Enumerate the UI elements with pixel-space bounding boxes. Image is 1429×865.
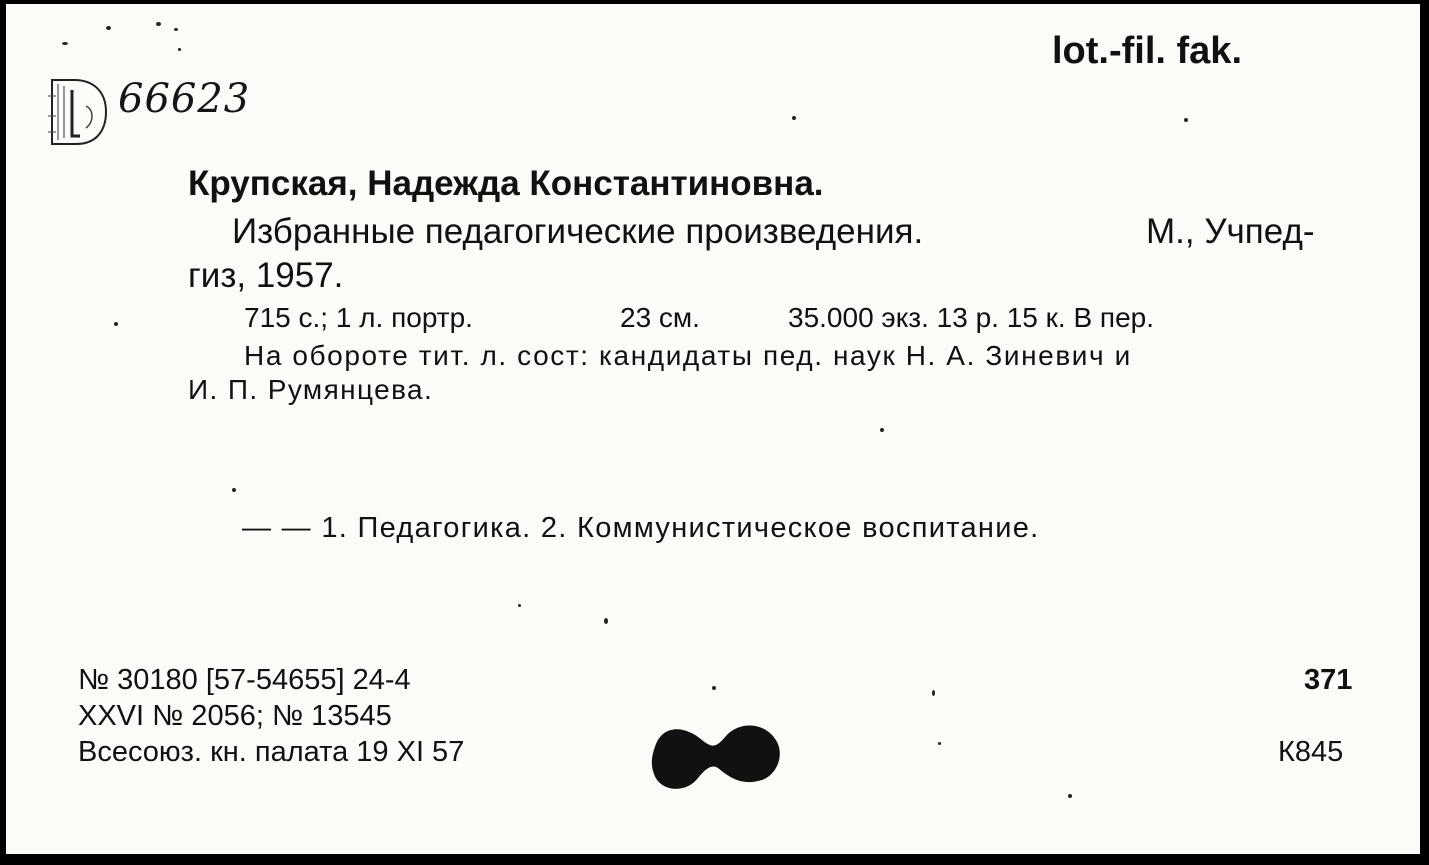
footer-line-1: № 30180 [57-54655] 24-4 xyxy=(78,664,411,696)
dust-speck xyxy=(518,604,521,607)
physical-print-run: 35.000 экз. 13 р. 15 к. В пер. xyxy=(788,302,1154,333)
dust-speck xyxy=(938,742,941,745)
note-line-2: И. П. Румянцева. xyxy=(188,374,434,405)
dust-speck xyxy=(232,488,236,492)
catalog-card xyxy=(6,4,1420,854)
physical-size: 23 см. xyxy=(620,302,700,333)
dust-speck xyxy=(1068,794,1072,798)
publisher-part-1: М., Учпед- xyxy=(1146,212,1315,251)
note-line-1: На обороте тит. л. сост: кандидаты пед. наук Н. А. Зиневич и xyxy=(244,340,1132,371)
library-stamp-d-icon xyxy=(46,76,112,150)
dust-speck xyxy=(792,116,796,120)
subject-headings: — — 1. Педагогика. 2. Коммунистическое воспитание. xyxy=(242,512,1040,544)
physical-pages: 715 с.; 1 л. портр. xyxy=(244,302,473,333)
author-heading: Крупская, Надежда Константиновна. xyxy=(188,164,824,203)
title-line-1: Избранные педагогические произведения. xyxy=(232,212,924,251)
dust-speck xyxy=(174,28,178,31)
dust-speck xyxy=(604,618,608,624)
dust-speck xyxy=(880,428,884,432)
footer-line-3: Всесоюз. кн. палата 19 XI 57 xyxy=(78,736,465,768)
footer-line-2: XXVI № 2056; № 13545 xyxy=(78,700,392,732)
dust-speck xyxy=(932,690,935,696)
dust-speck xyxy=(106,26,111,30)
dust-speck xyxy=(178,48,181,51)
call-number: 66623 xyxy=(118,76,251,122)
dust-speck xyxy=(114,322,118,326)
title-line-2: гиз, 1957. xyxy=(188,256,344,295)
dust-speck xyxy=(156,22,161,26)
class-number: 371 xyxy=(1304,664,1353,696)
dust-speck xyxy=(1184,118,1188,122)
dust-speck xyxy=(712,686,716,690)
dust-speck xyxy=(62,42,68,45)
ink-blot xyxy=(646,714,786,802)
library-mark: lot.-fil. fak. xyxy=(1052,30,1242,72)
author-mark: К845 xyxy=(1278,736,1344,768)
